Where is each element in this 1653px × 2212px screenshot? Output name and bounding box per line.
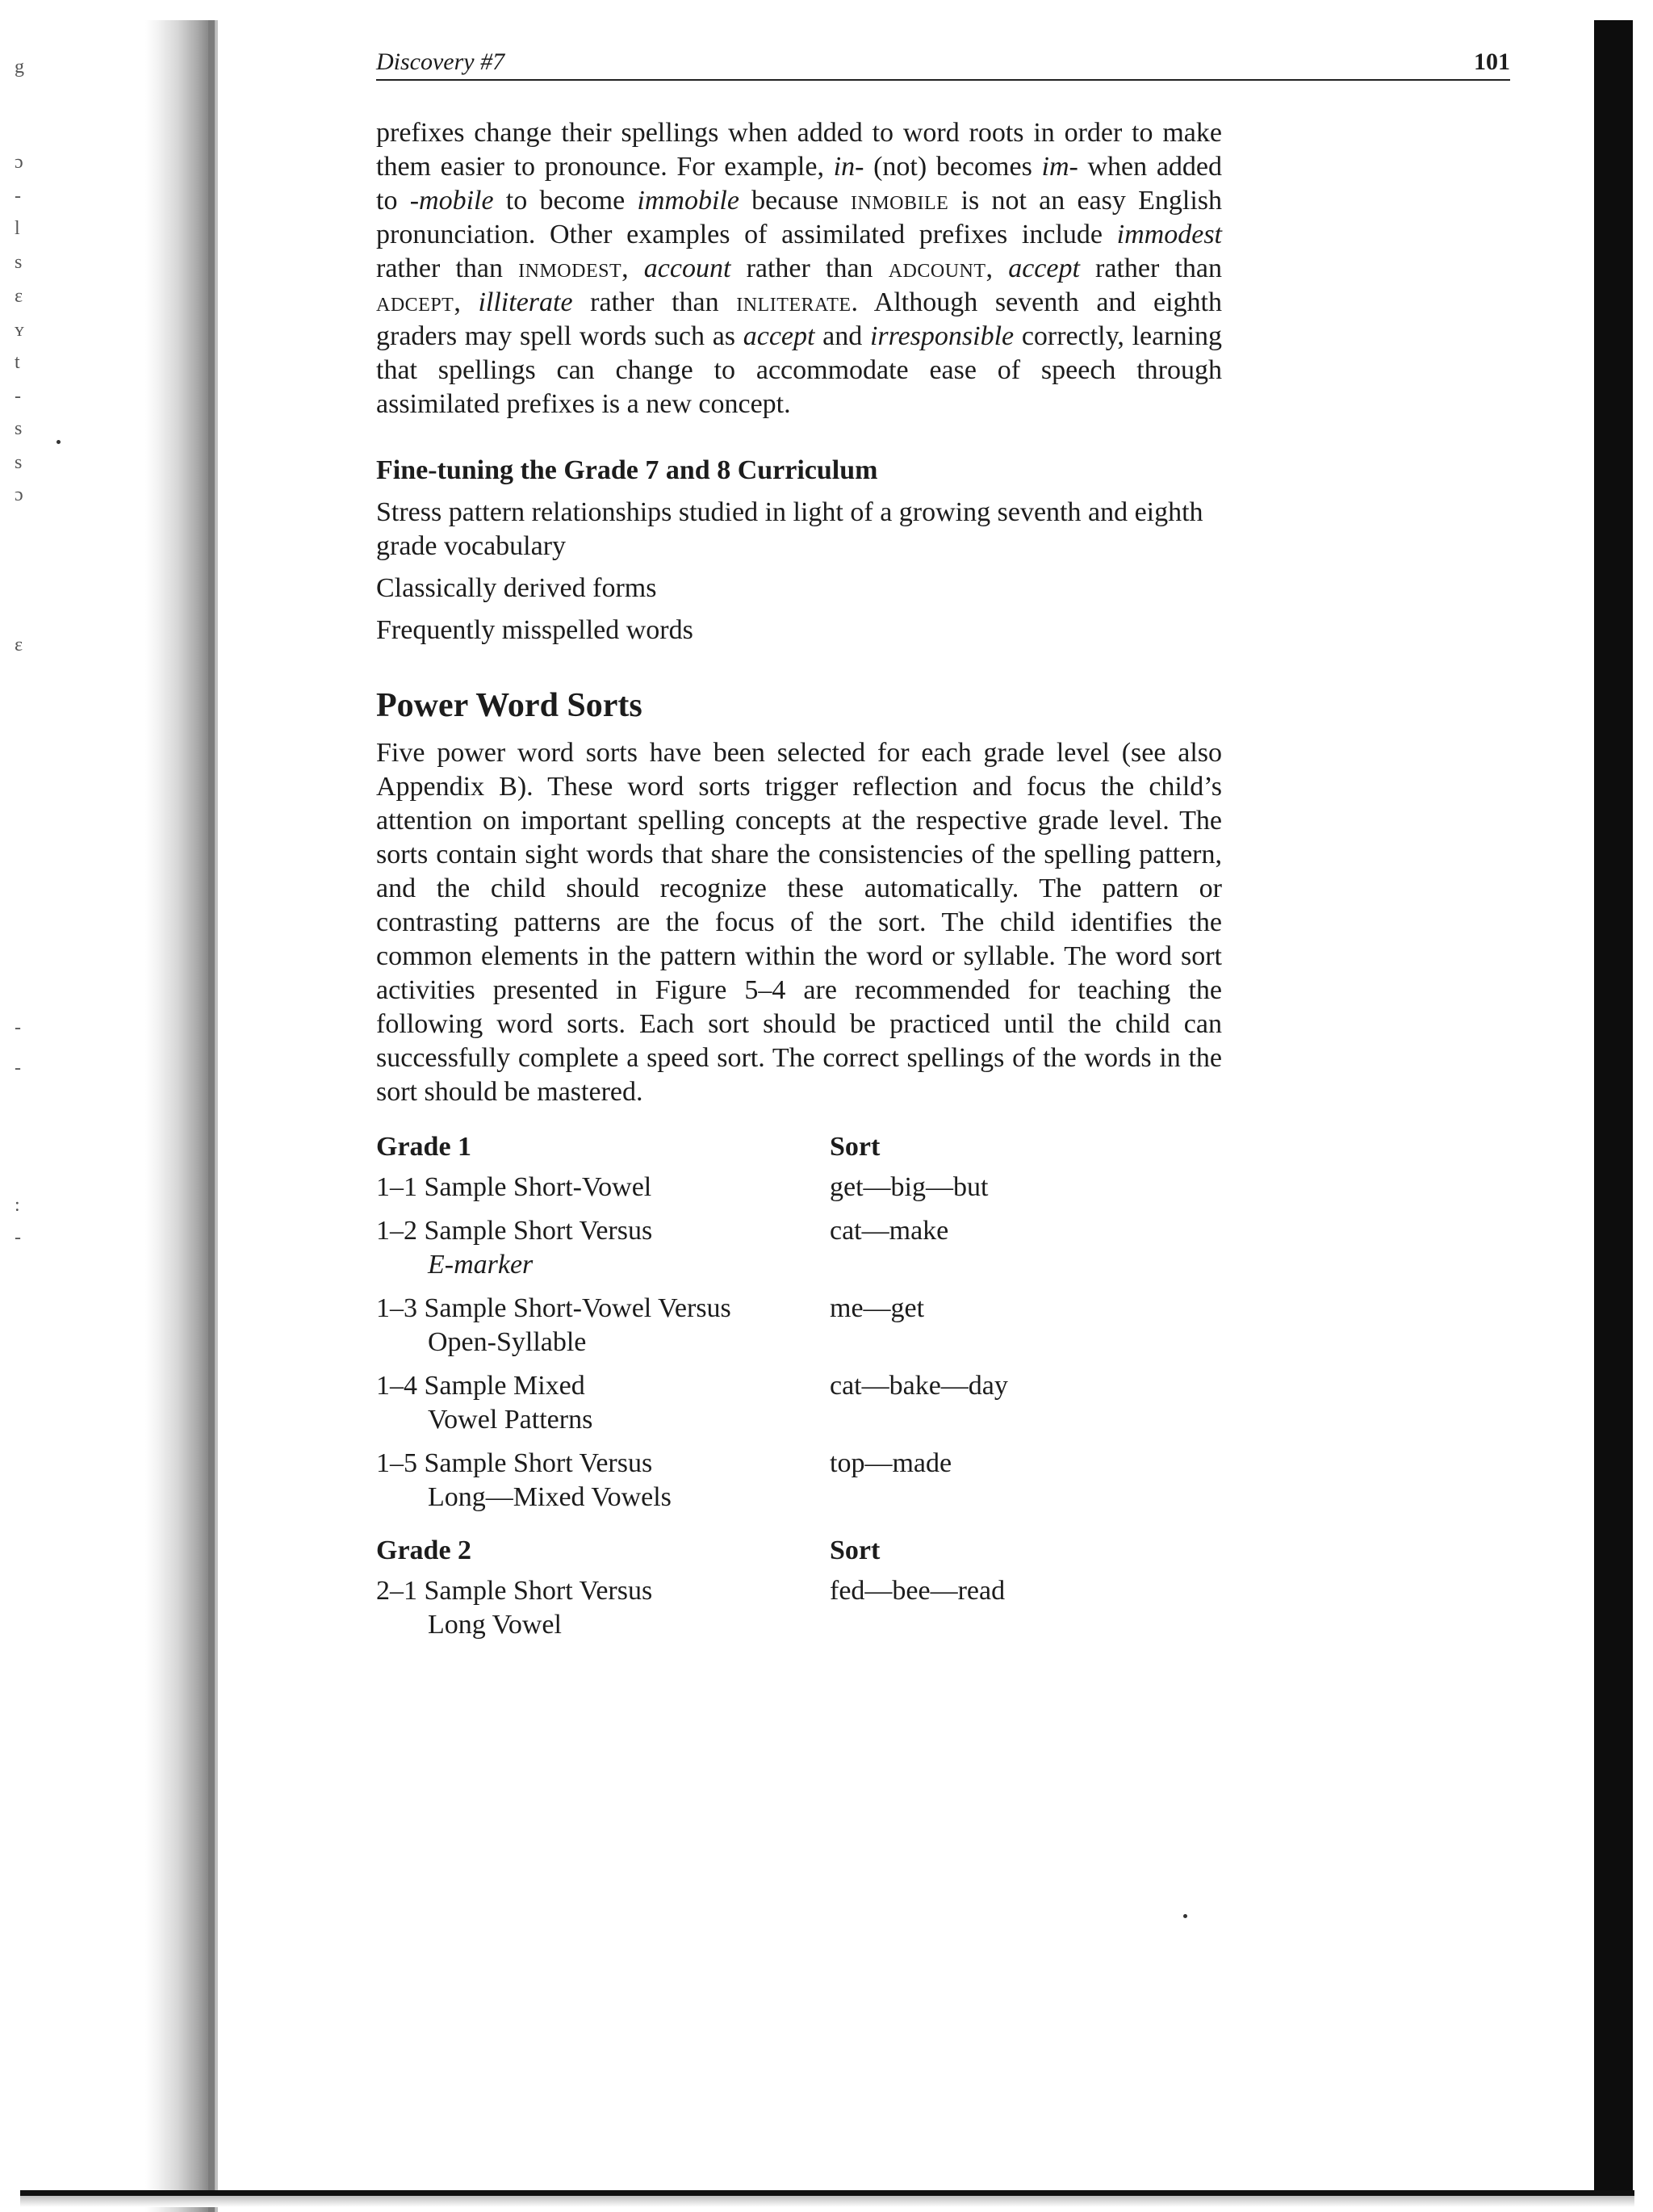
table-row (376, 1574, 1222, 1642)
margin-char: : (15, 1195, 20, 1216)
sort-name: 1–5 Sample Short Versus (376, 1448, 653, 1478)
grade1-label: Grade 1 (376, 1132, 472, 1162)
power-word-sorts-heading: Power Word Sorts (376, 687, 642, 724)
sort-name-continued: Long Vowel (428, 1610, 562, 1640)
sort-words: cat—bake—day (830, 1371, 1008, 1401)
table-row (376, 1369, 1222, 1437)
sort-name: 1–1 Sample Short-Vowel (376, 1172, 652, 1202)
grade2-label: Grade 2 (376, 1535, 472, 1565)
page-bottom-edge (20, 2190, 1634, 2196)
sort-words: top—made (830, 1448, 952, 1478)
table-row (376, 1447, 1222, 1514)
stray-mark (1183, 1914, 1187, 1918)
table-row (376, 1214, 1222, 1282)
list-item: Frequently misspelled words (376, 615, 693, 645)
finetuning-list (376, 496, 1222, 647)
running-head-title: Discovery #7 (376, 48, 505, 75)
margin-char: - (15, 386, 21, 407)
sort-column-label: Sort (830, 1535, 881, 1565)
book-gutter-shadow (145, 20, 218, 2212)
table-row (376, 1292, 1222, 1359)
page-bottom-shadow (20, 2196, 1634, 2207)
sort-words: me—get (830, 1293, 925, 1323)
page-content (376, 48, 1510, 1652)
finetuning-heading: Fine-tuning the Grade 7 and 8 Curriculum (376, 455, 878, 485)
margin-char: ɛ (15, 286, 23, 307)
sort-name-continued: E-marker (428, 1250, 534, 1280)
sort-column-label: Sort (830, 1132, 881, 1162)
grade1-header-row (376, 1130, 1222, 1164)
list-item: Stress pattern relationships studied in light of a growing seventh and eighth grade vocabulary (376, 497, 1203, 561)
sort-name-continued: Vowel Patterns (428, 1405, 593, 1435)
margin-char: ɔ (15, 152, 23, 173)
sort-name: 1–4 Sample Mixed (376, 1371, 585, 1401)
grade2-header-row (376, 1534, 1222, 1568)
sort-name: 2–1 Sample Short Versus (376, 1576, 653, 1606)
page-number: 101 (1474, 48, 1510, 75)
margin-char: ɔ (15, 484, 23, 505)
margin-char: s (15, 418, 23, 439)
assimilated-prefixes-paragraph: prefixes change their spellings when added to word roots in order to make them easier to pronounce. For example, in- (not) becomes im- when added to -mobile to become immobile because inmobile is not an easy English pronunciation. Other examples of assimilated prefixes include immodest rather than inmodest, account rather than adcount, accept rather than adcept, illiterate rather than inliterate. Although seventh and eighth graders may spell words such as accept and irresponsible correctly, learning that spellings can change to accommodate ease of speech through assimilated prefixes is a new concept. (376, 118, 1223, 419)
list-item: Classically derived forms (376, 573, 657, 603)
margin-char: - (15, 1227, 21, 1248)
margin-char: t (15, 352, 20, 373)
grade2-block (376, 1534, 1222, 1642)
page-right-edge (1594, 20, 1633, 2200)
sort-words: fed—bee—read (830, 1576, 1006, 1606)
margin-char: g (15, 57, 24, 78)
margin-char: ɛ (15, 635, 23, 656)
sort-name-continued: Open-Syllable (428, 1327, 587, 1357)
margin-char: ʏ (15, 320, 24, 341)
sort-name-continued: Long—Mixed Vowels (428, 1482, 672, 1512)
text-column (376, 116, 1222, 1642)
sort-name: 1–2 Sample Short Versus (376, 1216, 653, 1246)
margin-char: s (15, 252, 23, 273)
power-word-sorts-paragraph: Five power word sorts have been selected for each grade level (see also Appendix B). These word sorts trigger reflection and focus the child’s attention on important spelling concepts at the respective grade level. The sorts contain sight words that share the consistencies of the spelling pattern, and the child should recognize these automatically. The pattern or contrasting patterns are the focus of the sort. The child identifies the common elements in the pattern within the word or syllable. The word sort activities presented in Figure 5–4 are recommended for teaching the following word sorts. Each sort should be practiced until the child can successfully complete a speed sort. The correct spellings of the words in the sort should be mastered. (376, 738, 1222, 1107)
margin-char: l (15, 218, 20, 239)
table-row (376, 1171, 1222, 1204)
stray-mark (56, 440, 61, 444)
sort-words: cat—make (830, 1216, 949, 1246)
sort-words: get—big—but (830, 1172, 989, 1202)
margin-char: - (15, 1058, 21, 1079)
sort-name: 1–3 Sample Short-Vowel Versus (376, 1293, 731, 1323)
margin-char: - (15, 1017, 21, 1038)
margin-char: - (15, 186, 21, 207)
running-header (376, 48, 1510, 81)
margin-char: s (15, 452, 23, 473)
book-gutter-edge (208, 20, 215, 2212)
word-sort-table (376, 1130, 1222, 1642)
